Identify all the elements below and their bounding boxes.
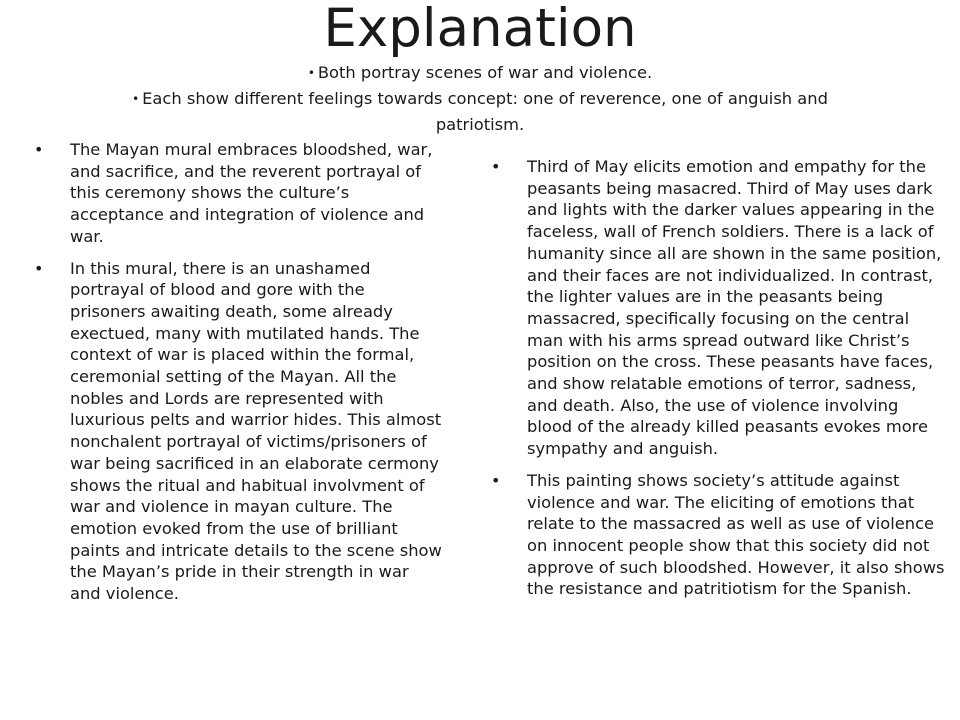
bullet-icon: • — [491, 157, 501, 176]
subtitle-line-2-text: Each show different feelings towards concept: one of reverence, one of anguish and patriotism. — [142, 89, 828, 134]
slide-title: Explanation — [323, 0, 637, 59]
subtitle-line-2 — [112, 86, 848, 138]
subtitle-line-1 — [112, 60, 848, 86]
bullet-icon: • — [34, 140, 44, 159]
bullet-icon: • — [34, 258, 44, 278]
right-bullet-item — [487, 470, 945, 600]
bullet-icon: • — [132, 92, 140, 106]
left-bullet-item — [30, 258, 442, 605]
slide-subtitle — [112, 60, 848, 138]
right-bullet-item — [487, 156, 945, 460]
left-bullet-text: The Mayan mural embraces bloodshed, war, and sacrifice, and the reverent portrayal of this ceremony shows the culture’s acceptance and integration of violence and war. — [70, 140, 433, 246]
bullet-icon: • — [491, 470, 501, 490]
left-bullet-item — [30, 139, 442, 248]
left-column — [30, 139, 442, 615]
right-column — [487, 156, 945, 610]
subtitle-line-1-text: Both portray scenes of war and violence. — [317, 63, 653, 82]
bullet-icon: • — [307, 66, 315, 80]
right-bullet-text: This painting shows society’s attitude against violence and war. The eliciting of emotions that relate to the massacred as well as use of violence on innocent people show that this society did not approve of such bloodshed. However, it also shows the resistance and patritiotism for the Spanish. — [527, 470, 945, 599]
left-bullet-text: In this mural, there is an unashamed portrayal of blood and gore with the prisoners awaiting death, some already exectued, many with mutilated hands. The context of war is placed within the formal, ceremonial setting of the Mayan. All the nobles and Lords are represented with luxurious pelts and warrior hides. This almost nonchalent portrayal of victims/prisoners of war being sacrificed in an elaborate cermony shows the ritual and habitual involvment of war and violence in mayan culture. The emotion evoked from the use of brilliant paints and intricate details to the scene show the Mayan’s pride in their strength in war and violence. — [70, 258, 442, 604]
right-bullet-text: Third of May elicits emotion and empathy for the peasants being masacred. Third of May uses dark and lights with the darker values appearing in the faceless, wall of French soldiers. There is a lack of humanity since all are shown in the same position, and their faces are not individualized. In contrast, the lighter values are in the peasants being massacred, specifically focusing on the central man with his arms spread outward like Christ’s position on the cross. These peasants have faces, and show relatable emotions of terror, sadness, and death. Also, the use of violence involving blood of the already killed peasants evokes more sympathy and anguish. — [527, 157, 942, 459]
